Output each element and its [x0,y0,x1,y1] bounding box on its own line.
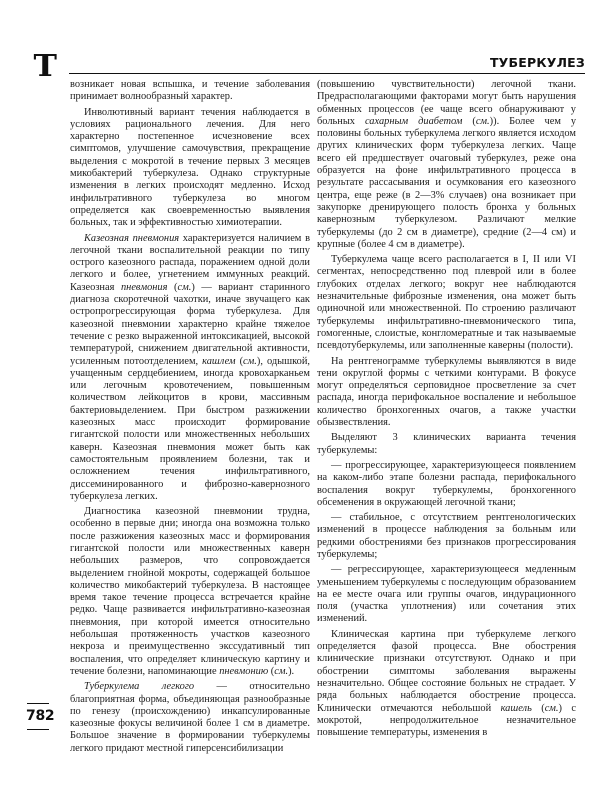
cross-ref-pneumonia: пневмония [120,281,168,293]
paragraph [317,629,576,740]
section-letter: Т [33,49,57,84]
text: ) с мокротой, непродолжительное незначительное повышение температуры, изменения в [317,702,577,739]
running-head: ТУБЕРКУЛЕЗ [489,55,585,70]
text: Клиническая картина при туберкулеме легкого определяется фазой процесса. Вне обострения клинические признаки отсутствуют. Однако и при обострении симптомы заболевания выражены незначительно. Общее состояние больных не страдает. У ряда больных наблюдается обострение процесса. Клинически отмечаются небольшой [317,628,576,714]
see-ref: см. [544,702,559,714]
header-rule [69,73,585,74]
list-item: — прогрессирующее, характеризующееся появлением на каком-либо этапе болезни распада, перифокального воспаления вокруг туберкулемы, бронхогенного обсеменения в окружающей легочной ткани; [317,459,576,508]
text: ( [462,115,476,127]
text: ), одышкой, учащенным сердцебиением, иногда кровохарканьем или легочным кровотечением, повышенным количеством лейкоцитов в крови, массивным бактериовыделением. При быстром разжижении казеозных масс происходит формирование гигантской полости или множественных небольших каверн. Казеозная пневмония может быть как самостоятельным проявлением болезни, так и осложнением течения инфильтративного, диссеминированного и фиброзно-кавернозного туберкулеза легких. [70,355,310,502]
text: — относительно благоприятная форма, объединяющая разнообразные по генезу (происхождению) инкапсулированные казеозные фокусы величиной более 1 см в диаметре. Большое значение в формировании туберкулемы легкого придают местной гиперсенсибилизации [70,681,310,754]
list-item: — стабильное, с отсутствием рентгенологических изменений в процессе наблюдения за больным или редкими обострениями без признаков прогрессирования туберкулемы; [317,512,576,560]
see-ref: см. [475,115,490,127]
see-ref: см. [177,281,192,293]
see-ref: см. [243,355,257,367]
text: характеризуется наличием в легочной ткани воспалительной реакции по типу острого казеозного распада, поражением одной доли легкого и более, угнетением иммунных реакций. Казеозная [70,232,310,293]
paragraph: Инволютивный вариант течения наблюдается в условиях рационального лечения. Для него характерно постепенное исчезновение всех симптомов, улучшение самочувствия, прекращение выделения с мокротой в течение первых 3 месяцев микобактерий туберкулеза. Однако структурные изменения в легких происходят медленно. Исход инфильтративного туберкулеза во многом определяется как своевременностью выявления больных, так и эффективностью химиотерапии. [70,106,310,229]
text: ( [268,665,275,677]
page-number-rule-top [27,703,49,704]
term-tuberculoma: Туберкулема легкого [84,681,195,693]
page-number: 782 [26,708,55,724]
term-caseous-pneumonia: Казеозная пневмония [84,232,180,244]
text: ( [531,702,545,714]
text: ( [235,355,244,367]
paragraph [70,233,310,504]
page-number-block [26,703,55,730]
paragraph: возникает новая вспышка, и течение заболевания принимает волнообразный характер. [70,79,310,103]
paragraph [317,79,576,251]
right-column [317,79,576,742]
text: )). Более чем у половины больных туберкулема легкого является исходом других клинических форм туберкулеза легких. Чаще всего ей предшествует очаговый туберкулез, реже она образуется на фоне инфильтративного процесса в результате рассасывания и осумкования его казеозного центра, еще реже (в 2—3% случаев) она возникает при закупорке дренирующего полость бронха у больных кавернозным туберкулезом. Различают мелкие туберкулемы (до 2 см в диаметре), средние (2—4 см) и крупные (более 4 см в диаметре). [317,115,577,250]
paragraph [70,506,310,678]
list-item: — регрессирующее, характеризующееся медленным уменьшением туберкулемы с последующим образованием на ее месте очага или группы очагов, индурационного поля (участка уплотнения) или сочетания этих изменений. [317,564,576,625]
cross-ref-pneumonia: пневмонию [219,665,269,677]
page-number-rule-bottom [27,729,49,730]
paragraph [70,681,310,755]
left-column [70,79,310,758]
cross-ref-cough: кашель [500,702,532,714]
text: ). [288,665,295,677]
text: Диагностика казеозной пневмонии трудна, особенно в первые дни; иногда она возможна только после разжижения казеозных масс и формирования гигантской полости или множественных каверн небольших размеров, что сопровождается выделением гнойной мокроты, содержащей большое количество микобактерий туберкулеза. В настоящее время такое течение процесса встречается крайне редко. Чаще развивается инфильтративно-казеозная пневмония, при которой имеется относительно небольшая протяженность участков казеозного некроза и преимущественно экссудативный тип воспаления, что определяет клиническую картину и течение болезни, напоминающие [70,506,310,677]
paragraph: На рентгенограмме туберкулемы выявляются в виде тени округлой формы с четкими контурами. В фокусе могут определяться серповидное просветление за счет распада, иногда перифокальное воспаление и небольшое количество бронхогенных очагов, а также участки обызвествления. [317,355,576,429]
paragraph: Туберкулема чаще всего располагается в I, II или VI сегментах, непосредственно под плеврой или в более глубоких отделах легкого; вокруг нее наблюдаются незначительные фиброзные изменения, она может быть одиночной или множественной. По строению различают туберкулемы инфильтративно-пневмонического типа, гомогенные, слоистые, конгломератные и так называемые псевдотуберкулемы, или заполненные каверны (полости). [317,254,576,352]
text: (повышению чувствительности) легочной ткани. Предрасполагающими факторами могут быть нарушения обменных процессов (ее чаще всего обнаруживают у больных [317,79,576,127]
cross-ref-cough: кашлем [202,355,236,367]
paragraph: Выделяют 3 клинических варианта течения туберкулемы: [317,432,576,456]
cross-ref-diabetes: сахарным диабетом [364,115,463,127]
see-ref: см. [274,665,289,677]
text: ) — вариант старинного диагноза скоротечной чахотки, иначе звучащего как остропрогрессирующая форма туберкулеза. Для казеозной пневмонии характерно крайне тяжелое течение с резко выраженной интоксикацией, высокой температурой, снижением двигательной активности, усиленным потоотделением, [70,281,310,367]
text: ( [167,281,178,293]
